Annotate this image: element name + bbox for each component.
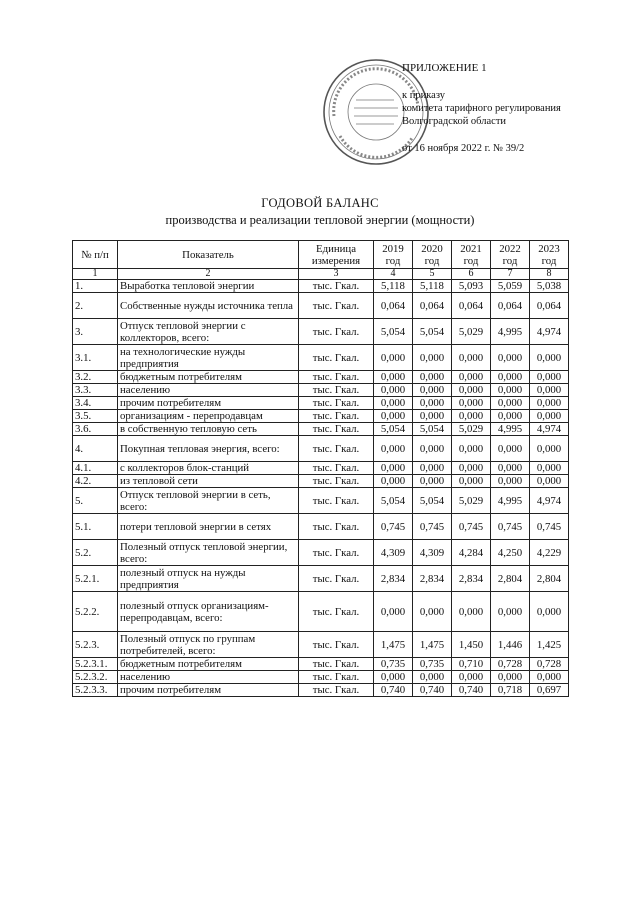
row-value-cell: 0,000	[491, 436, 530, 462]
row-value-cell: 0,745	[413, 514, 452, 540]
index-cell: 4	[374, 269, 413, 280]
row-indicator-cell: полезный отпуск на нужды предприятия	[118, 566, 299, 592]
row-value-cell: 4,250	[491, 540, 530, 566]
table-row	[73, 488, 569, 514]
row-value-cell: 0,745	[530, 514, 569, 540]
row-indicator-cell: Покупная тепловая энергия, всего:	[118, 436, 299, 462]
row-value-cell: 0,000	[491, 592, 530, 632]
row-value-cell: 5,118	[374, 280, 413, 293]
row-unit-cell: тыс. Гкал.	[299, 671, 374, 684]
row-unit-cell: тыс. Гкал.	[299, 423, 374, 436]
row-value-cell: 0,000	[413, 462, 452, 475]
row-number-cell: 5.	[73, 488, 118, 514]
order-line: к приказу	[402, 90, 445, 101]
header-year-2019: 2019 год	[374, 241, 413, 269]
row-value-cell: 0,740	[374, 684, 413, 697]
row-indicator-cell: Полезный отпуск тепловой энергии, всего:	[118, 540, 299, 566]
row-value-cell: 0,740	[413, 684, 452, 697]
header-unit: Единица измерения	[299, 241, 374, 269]
row-value-cell: 0,000	[530, 410, 569, 423]
index-cell: 2	[118, 269, 299, 280]
row-value-cell: 0,000	[413, 410, 452, 423]
column-index-row	[73, 269, 569, 280]
row-indicator-cell: прочим потребителям	[118, 684, 299, 697]
table-row	[73, 462, 569, 475]
table-row	[73, 319, 569, 345]
row-value-cell: 2,804	[491, 566, 530, 592]
row-number-cell: 2.	[73, 293, 118, 319]
row-value-cell: 0,745	[452, 514, 491, 540]
row-value-cell: 5,054	[374, 319, 413, 345]
row-value-cell: 2,804	[530, 566, 569, 592]
row-value-cell: 0,000	[374, 384, 413, 397]
row-value-cell: 0,064	[530, 293, 569, 319]
row-value-cell: 0,000	[491, 371, 530, 384]
row-value-cell: 2,834	[374, 566, 413, 592]
row-value-cell: 0,000	[452, 371, 491, 384]
row-value-cell: 5,054	[413, 488, 452, 514]
row-value-cell: 0,000	[491, 384, 530, 397]
row-indicator-cell: организациям - перепродавцам	[118, 410, 299, 423]
table-row	[73, 475, 569, 488]
row-unit-cell: тыс. Гкал.	[299, 514, 374, 540]
table-row	[73, 423, 569, 436]
row-number-cell: 3.4.	[73, 397, 118, 410]
row-number-cell: 5.2.3.2.	[73, 671, 118, 684]
table-row	[73, 384, 569, 397]
row-value-cell: 5,029	[452, 423, 491, 436]
row-value-cell: 1,450	[452, 632, 491, 658]
row-value-cell: 1,425	[530, 632, 569, 658]
row-value-cell: 0,745	[491, 514, 530, 540]
row-value-cell: 0,000	[452, 475, 491, 488]
row-value-cell: 5,054	[413, 423, 452, 436]
row-value-cell: 4,309	[374, 540, 413, 566]
row-unit-cell: тыс. Гкал.	[299, 632, 374, 658]
row-value-cell: 0,735	[374, 658, 413, 671]
row-indicator-cell: Выработка тепловой энергии	[118, 280, 299, 293]
row-value-cell: 0,000	[491, 345, 530, 371]
row-unit-cell: тыс. Гкал.	[299, 540, 374, 566]
row-value-cell: 0,000	[452, 462, 491, 475]
row-indicator-cell: Отпуск тепловой энергии с коллекторов, всего:	[118, 319, 299, 345]
row-value-cell: 0,728	[491, 658, 530, 671]
table-row	[73, 671, 569, 684]
row-value-cell: 0,064	[452, 293, 491, 319]
row-unit-cell: тыс. Гкал.	[299, 410, 374, 423]
header-year-2020: 2020 год	[413, 241, 452, 269]
row-unit-cell: тыс. Гкал.	[299, 384, 374, 397]
row-unit-cell: тыс. Гкал.	[299, 345, 374, 371]
row-value-cell: 4,309	[413, 540, 452, 566]
index-cell: 8	[530, 269, 569, 280]
row-number-cell: 3.	[73, 319, 118, 345]
row-value-cell: 0,000	[374, 436, 413, 462]
row-value-cell: 0,000	[374, 345, 413, 371]
row-number-cell: 3.5.	[73, 410, 118, 423]
row-value-cell: 0,000	[530, 384, 569, 397]
row-value-cell: 0,000	[374, 475, 413, 488]
row-value-cell: 0,064	[413, 293, 452, 319]
header-year-2021: 2021 год	[452, 241, 491, 269]
row-value-cell: 4,974	[530, 319, 569, 345]
row-value-cell: 5,059	[491, 280, 530, 293]
row-value-cell: 0,000	[530, 475, 569, 488]
row-value-cell: 4,974	[530, 488, 569, 514]
header-indicator: Показатель	[118, 241, 299, 269]
row-value-cell: 0,000	[413, 671, 452, 684]
row-value-cell: 0,735	[413, 658, 452, 671]
document-title	[0, 0, 640, 228]
row-value-cell: 0,000	[491, 671, 530, 684]
row-value-cell: 4,995	[491, 423, 530, 436]
row-value-cell: 1,475	[374, 632, 413, 658]
row-value-cell: 1,446	[491, 632, 530, 658]
row-value-cell: 0,000	[530, 436, 569, 462]
row-value-cell: 0,000	[530, 371, 569, 384]
row-indicator-cell: Полезный отпуск по группам потребителей, всего:	[118, 632, 299, 658]
row-value-cell: 0,000	[530, 397, 569, 410]
row-value-cell: 0,000	[413, 592, 452, 632]
row-value-cell: 0,000	[452, 436, 491, 462]
header-num: № п/п	[73, 241, 118, 269]
row-value-cell: 0,718	[491, 684, 530, 697]
row-value-cell: 0,697	[530, 684, 569, 697]
row-value-cell: 0,000	[413, 371, 452, 384]
table-header-row	[73, 241, 569, 269]
row-value-cell: 0,000	[452, 384, 491, 397]
row-value-cell: 0,710	[452, 658, 491, 671]
row-unit-cell: тыс. Гкал.	[299, 475, 374, 488]
row-value-cell: 0,000	[413, 397, 452, 410]
row-indicator-cell: на технологические нужды предприятия	[118, 345, 299, 371]
row-value-cell: 1,475	[413, 632, 452, 658]
row-indicator-cell: бюджетным потребителям	[118, 658, 299, 671]
row-indicator-cell: Отпуск тепловой энергии в сеть, всего:	[118, 488, 299, 514]
row-value-cell: 0,064	[491, 293, 530, 319]
row-value-cell: 0,000	[530, 462, 569, 475]
row-value-cell: 0,000	[452, 592, 491, 632]
row-value-cell: 0,000	[491, 397, 530, 410]
row-value-cell: 2,834	[413, 566, 452, 592]
row-value-cell: 4,995	[491, 319, 530, 345]
row-value-cell: 0,000	[374, 410, 413, 423]
row-number-cell: 4.2.	[73, 475, 118, 488]
row-number-cell: 5.2.2.	[73, 592, 118, 632]
row-unit-cell: тыс. Гкал.	[299, 436, 374, 462]
row-indicator-cell: из тепловой сети	[118, 475, 299, 488]
row-number-cell: 5.2.3.	[73, 632, 118, 658]
table-row	[73, 371, 569, 384]
row-number-cell: 5.2.3.1.	[73, 658, 118, 671]
table-row	[73, 345, 569, 371]
row-unit-cell: тыс. Гкал.	[299, 566, 374, 592]
row-value-cell: 5,093	[452, 280, 491, 293]
header-year-2022: 2022 год	[491, 241, 530, 269]
title-line-1: ГОДОВОЙ БАЛАНС	[261, 196, 379, 210]
row-number-cell: 1.	[73, 280, 118, 293]
table-row	[73, 280, 569, 293]
row-value-cell: 0,000	[374, 397, 413, 410]
header-year-2023: 2023 год	[530, 241, 569, 269]
index-cell: 1	[73, 269, 118, 280]
row-value-cell: 0,000	[452, 410, 491, 423]
row-unit-cell: тыс. Гкал.	[299, 462, 374, 475]
row-value-cell: 4,974	[530, 423, 569, 436]
row-value-cell: 0,064	[374, 293, 413, 319]
index-cell: 6	[452, 269, 491, 280]
row-indicator-cell: бюджетным потребителям	[118, 371, 299, 384]
row-value-cell: 0,000	[530, 345, 569, 371]
row-value-cell: 0,000	[413, 345, 452, 371]
row-value-cell: 0,000	[374, 671, 413, 684]
row-indicator-cell: в собственную тепловую сеть	[118, 423, 299, 436]
row-number-cell: 4.	[73, 436, 118, 462]
row-unit-cell: тыс. Гкал.	[299, 684, 374, 697]
row-number-cell: 5.1.	[73, 514, 118, 540]
row-value-cell: 5,054	[374, 423, 413, 436]
row-value-cell: 5,118	[413, 280, 452, 293]
row-indicator-cell: Собственные нужды источника тепла	[118, 293, 299, 319]
row-unit-cell: тыс. Гкал.	[299, 293, 374, 319]
row-value-cell: 0,745	[374, 514, 413, 540]
row-number-cell: 5.2.1.	[73, 566, 118, 592]
row-value-cell: 4,995	[491, 488, 530, 514]
index-cell: 5	[413, 269, 452, 280]
table-row	[73, 632, 569, 658]
row-value-cell: 0,000	[491, 475, 530, 488]
row-indicator-cell: с коллекторов блок-станций	[118, 462, 299, 475]
table-row	[73, 436, 569, 462]
row-value-cell: 4,229	[530, 540, 569, 566]
row-value-cell: 0,740	[452, 684, 491, 697]
row-value-cell: 4,284	[452, 540, 491, 566]
committee-line: комитета тарифного регулирования	[402, 103, 561, 114]
table-row	[73, 540, 569, 566]
row-unit-cell: тыс. Гкал.	[299, 280, 374, 293]
row-number-cell: 3.6.	[73, 423, 118, 436]
row-value-cell: 0,000	[452, 671, 491, 684]
row-indicator-cell: населению	[118, 384, 299, 397]
title-line-2: производства и реализации тепловой энергии (мощности)	[165, 213, 475, 227]
table-row	[73, 566, 569, 592]
row-number-cell: 3.2.	[73, 371, 118, 384]
table-row	[73, 592, 569, 632]
row-value-cell: 5,054	[413, 319, 452, 345]
row-value-cell: 0,000	[491, 410, 530, 423]
row-number-cell: 5.2.3.3.	[73, 684, 118, 697]
row-number-cell: 4.1.	[73, 462, 118, 475]
row-unit-cell: тыс. Гкал.	[299, 592, 374, 632]
row-indicator-cell: полезный отпуск организациям-перепродавцам, всего:	[118, 592, 299, 632]
table-row	[73, 410, 569, 423]
row-unit-cell: тыс. Гкал.	[299, 371, 374, 384]
row-value-cell: 2,834	[452, 566, 491, 592]
region-line: Волгоградской области	[402, 116, 507, 127]
table-row	[73, 293, 569, 319]
table-row	[73, 658, 569, 671]
row-value-cell: 0,000	[413, 384, 452, 397]
row-value-cell: 0,000	[452, 345, 491, 371]
row-value-cell: 0,000	[530, 671, 569, 684]
row-value-cell: 0,000	[491, 462, 530, 475]
row-value-cell: 5,038	[530, 280, 569, 293]
row-value-cell: 5,029	[452, 319, 491, 345]
row-value-cell: 5,029	[452, 488, 491, 514]
index-cell: 7	[491, 269, 530, 280]
row-value-cell: 0,000	[413, 475, 452, 488]
row-indicator-cell: прочим потребителям	[118, 397, 299, 410]
appendix-title: ПРИЛОЖЕНИЕ 1	[402, 62, 487, 74]
table-row	[73, 514, 569, 540]
table-row	[73, 397, 569, 410]
row-number-cell: 3.1.	[73, 345, 118, 371]
row-number-cell: 3.3.	[73, 384, 118, 397]
row-indicator-cell: потери тепловой энергии в сетях	[118, 514, 299, 540]
row-unit-cell: тыс. Гкал.	[299, 488, 374, 514]
row-value-cell: 0,000	[374, 592, 413, 632]
table-row	[73, 684, 569, 697]
row-value-cell: 0,000	[413, 436, 452, 462]
balance-table	[72, 240, 569, 697]
row-value-cell: 0,000	[374, 462, 413, 475]
index-cell: 3	[299, 269, 374, 280]
row-value-cell: 5,054	[374, 488, 413, 514]
row-value-cell: 0,000	[530, 592, 569, 632]
row-number-cell: 5.2.	[73, 540, 118, 566]
row-value-cell: 0,000	[374, 371, 413, 384]
row-value-cell: 0,728	[530, 658, 569, 671]
row-value-cell: 0,000	[452, 397, 491, 410]
row-indicator-cell: населению	[118, 671, 299, 684]
order-date-line: от 16 ноября 2022 г. № 39/2	[402, 143, 525, 154]
row-unit-cell: тыс. Гкал.	[299, 319, 374, 345]
row-unit-cell: тыс. Гкал.	[299, 658, 374, 671]
row-unit-cell: тыс. Гкал.	[299, 397, 374, 410]
